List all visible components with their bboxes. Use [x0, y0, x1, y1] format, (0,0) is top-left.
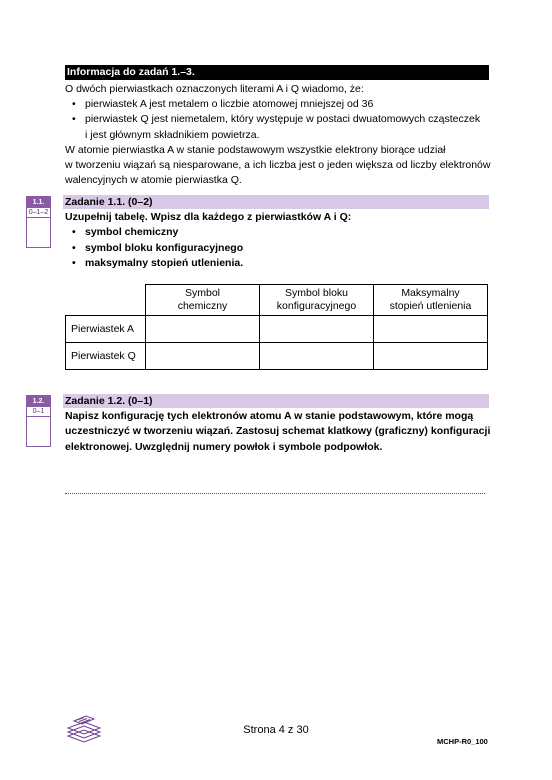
col-header-symbol: [146, 285, 260, 316]
task-bullet: • maksymalny stopień utlenienia.: [65, 256, 495, 271]
score-box-1-1: [26, 196, 51, 248]
task-1-1-header: Zadanie 1.1. (0–2): [63, 195, 489, 209]
page-number: Strona 4 z 30: [243, 724, 309, 736]
table-row: [66, 316, 488, 343]
col-header-oxidation: [374, 285, 488, 316]
task-1-2-line-1: Napisz konfigurację tych elektronów atomu A w stanie podstawowym, które mogą: [65, 410, 474, 422]
cell-a-oxidation[interactable]: [374, 316, 488, 343]
score-field[interactable]: [27, 417, 50, 446]
info-body: [65, 82, 495, 188]
table-corner: [66, 285, 146, 316]
info-intro: O dwóch pierwiastkach oznaczonych literami A i Q wiadomo, że:: [65, 83, 364, 95]
score-box-1-2: [26, 395, 51, 447]
table-header-row: [66, 285, 488, 316]
task-number: 1.1.: [27, 197, 50, 208]
col-header-line: Maksymalny: [401, 287, 460, 299]
cell-q-symbol[interactable]: [146, 343, 260, 370]
score-field[interactable]: [27, 218, 50, 247]
cell-a-symbol[interactable]: [146, 316, 260, 343]
col-header-line: Symbol bloku: [284, 287, 349, 299]
task-number: 1.2.: [27, 396, 50, 407]
col-header-line: konfiguracyjnego: [276, 300, 357, 312]
exam-code: MCHP-R0_100: [437, 737, 488, 746]
answer-line[interactable]: [65, 484, 485, 494]
table-row: [66, 343, 488, 370]
col-header-block: [260, 285, 374, 316]
task-1-1-bullets: [65, 225, 495, 271]
row-label-a: Pierwiastek A: [66, 316, 146, 343]
task-bullet: • symbol chemiczny: [65, 225, 495, 240]
cell-q-block[interactable]: [260, 343, 374, 370]
info-bullet-q: • pierwiastek Q jest niemetalem, który występuje w postaci dwuatomowych cząsteczek: [65, 112, 495, 127]
info-paragraph-line-2: w tworzeniu wiązań są niesparowane, a ich liczba jest o jeden większa od liczby elektronów: [65, 159, 491, 172]
col-header-line: chemiczny: [177, 300, 228, 312]
task-bullet: • symbol bloku konfiguracyjnego: [65, 241, 495, 256]
points-scale: 0–1–2: [28, 209, 49, 216]
points-scale: 0–1: [27, 407, 50, 417]
col-header-line: Symbol: [184, 287, 220, 299]
cell-a-block[interactable]: [260, 316, 374, 343]
task-1-1-text: [65, 210, 495, 271]
info-bullets: [65, 97, 495, 127]
task-1-2-line-2: uczestniczyć w tworzeniu wiązań. Zastosuj schemat klatkowy (graficzny) konfiguracji: [65, 425, 491, 438]
task-1-2-header: Zadanie 1.2. (0–1): [63, 394, 489, 408]
task-1-2-text: [65, 409, 495, 455]
col-header-line: stopień utlenienia: [389, 300, 472, 312]
info-bullet-a: • pierwiastek A jest metalem o liczbie atomowej mniejszej od 36: [65, 97, 495, 112]
info-header: Informacja do zadań 1.–3.: [65, 65, 489, 80]
task-1-1-instruction: Uzupełnij tabelę. Wpisz dla każdego z pierwiastków A i Q:: [65, 211, 352, 223]
task-1-2-line-3: elektronowej. Uwzględnij numery powłok i symbole podpowłok.: [65, 440, 383, 453]
row-label-q: Pierwiastek Q: [66, 343, 146, 370]
answer-table: [65, 284, 488, 370]
info-paragraph-line-1: W atomie pierwiastka A w stanie podstawowym wszystkie elektrony biorące udział: [65, 143, 446, 156]
info-paragraph-line-3: walencyjnych w atomie pierwiastka Q.: [65, 174, 242, 187]
cell-q-oxidation[interactable]: [374, 343, 488, 370]
info-bullet-continuation: i jest głównym składnikiem powietrza.: [85, 128, 260, 141]
